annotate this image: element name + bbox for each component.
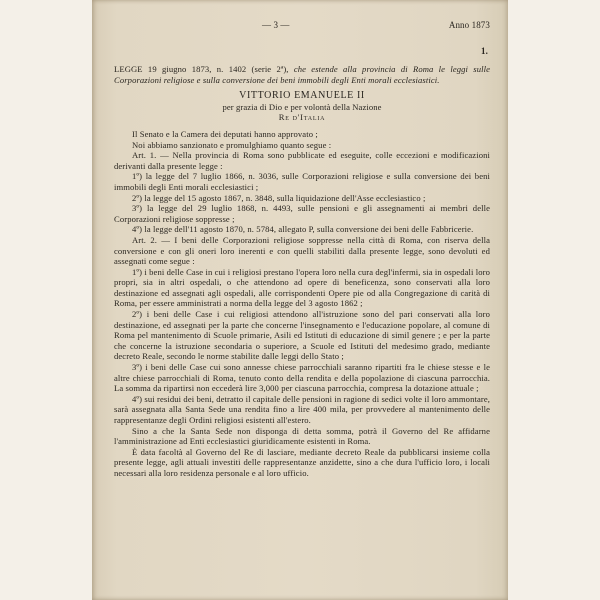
body-paragraph: Art. 2. — I beni delle Corporazioni religiose soppresse nella città di Roma, con riserva della conversione e con gli oneri loro inerenti e con quelli stabiliti dalla presente legge, sono devoluti ed assegnati come segue : — [114, 234, 490, 267]
act-number-row — [114, 34, 490, 58]
body-paragraph: 4º) la legge dell'11 agosto 1870, n. 5784, allegato P, sulla conversione dei beni delle Fabbricerie. — [132, 224, 474, 235]
body-paragraph: 1º) i beni delle Case in cui i religiosi prestano l'opera loro nella cura degl'infermi, sia in ospedali loro propri, sia in altri ospedali, o che attendono ad opere di beneficenza, sono conservati alla loro destinazione ed assegnati agli ospedali, alle corrispondenti Opere pie od alla Congregazione di carità di Roma, per essere amministrati a norma della legge del 3 agosto 1862 ; — [114, 266, 490, 309]
page-content — [114, 20, 490, 479]
running-head — [114, 20, 490, 34]
body-paragraph: 4º) sui residui dei beni, detratto il capitale delle pensioni in ragione di sedici volte il loro ammontare, sarà assegnata alla Santa Sede una rendita fino a lire 400 mila, per provvedere al mantenimento delle rappresentanze degli Ordini religiosi esistenti all'estero. — [114, 393, 490, 425]
body-paragraph: Noi abbiamo sanzionato e promulghiamo quanto segue : — [132, 139, 332, 150]
page-number: — 3 — — [262, 20, 290, 30]
body-paragraph: 2º) la legge del 15 agosto 1867, n. 3848, sulla liquidazione dell'Asse ecclesiastico ; — [132, 192, 426, 203]
body-paragraph: 1º) la legge del 7 luglio 1866, n. 3036, sulle Corporazioni religiose e sulla conversione dei beni immobili degli Enti morali ecclesiastici ; — [114, 171, 490, 192]
sovereign-grace: per grazia di Dio e per volontà della Nazione — [222, 101, 382, 112]
document-page — [92, 0, 508, 600]
law-title-lead: LEGGE 19 giugno 1873, n. 1402 (serie 2ª), — [114, 64, 289, 74]
body-paragraph: Art. 1. — Nella provincia di Roma sono pubblicate ed eseguite, colle eccezioni e modificazioni derivanti dalla presente legge : — [114, 150, 490, 171]
law-title — [114, 64, 490, 85]
sovereign-name: VITTORIO EMANUELE II — [239, 90, 365, 102]
body-paragraph: Sino a che la Santa Sede non disponga di detta somma, potrà il Governo del Re affidarne l'amministrazione ad Enti ecclesiastici giuridicamente esistenti in Roma. — [114, 425, 490, 447]
sovereign-title: Re d'Italia — [278, 112, 326, 123]
body-paragraph: 3º) la legge del 29 luglio 1868, n. 4493, sulle pensioni e gli assegnamenti ai membri delle Corporazioni religiose soppresse ; — [114, 203, 490, 224]
law-title-italic: che estende alla provincia di Roma le leggi sulle Corporazioni religiose e sulla conversione dei beni immobili degli Enti morali ecclesiastici. — [114, 64, 491, 85]
year-heading: Anno 1873 — [448, 20, 490, 30]
body-paragraph: È data facoltà al Governo del Re di lasciare, mediante decreto Reale da pubblicarsi insieme colla presente legge, agli attuali investiti delle rappresentanze anzidette, sino a che dura l'ufficio loro, i locali necessari alla loro residenza personale e al loro ufficio. — [114, 446, 490, 478]
law-body — [114, 129, 490, 479]
act-number: 1. — [481, 46, 488, 56]
body-paragraph: 3º) i beni delle Case cui sono annesse chiese parrocchiali saranno ripartiti fra le chiese stesse e le altre chiese parrocchiali di Roma, tenuto conto della rendita e della popolazione di ciascuna parrocchia. La somma da ripartirsi non eccederà lire 3,000 per ciascuna parrocchia, compresa la dotazione attuale ; — [114, 362, 490, 394]
body-paragraph: 2º) i beni delle Case i cui religiosi attendono all'istruzione sono del pari conservati alla loro destinazione, ed assegnati per la parte che concerne l'insegnamento e l'educazione popolare, al comune di Roma pel mantenimento di Scuole primarie, Asili ed Istituti di educazione di simil genere ; e per la parte che concerne la istruzione secondaria o superiore, a Scuole ed Istituti del medesimo grado, mediante decreto Reale, secondo le norme stabilite dalle leggi dello Stato ; — [114, 309, 490, 362]
body-paragraph: Il Senato e la Camera dei deputati hanno approvato ; — [132, 128, 318, 139]
